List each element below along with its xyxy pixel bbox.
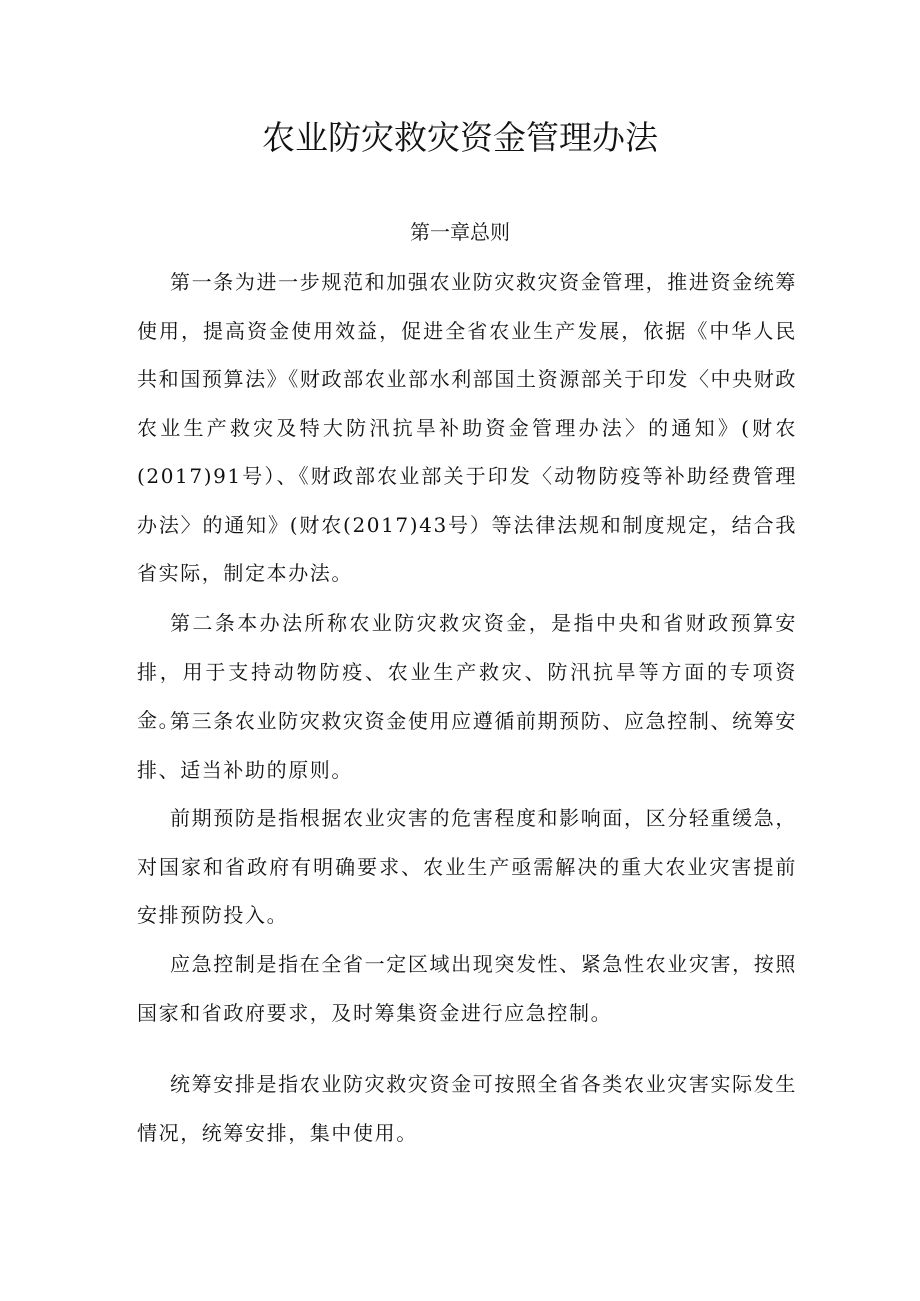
document-title: 农业防灾救灾资金管理办法 bbox=[262, 118, 658, 157]
paragraph-article-1: 第一条为进一步规范和加强农业防灾救灾资金管理，推进资金统筹使用，提高资金使用效益，促进全省农业生产发展，依据《中华人民共和国预算法》《财政部农业部水利部国土资源部关于印发〈中央财政农业生产救灾及特大防汛抗旱补助资金管理办法〉的通知》(财农(2017)91号）、《财政部农业部关于印发〈动物防疫等补助经费管理办法〉的通知》(财农(2017)43号）等法律法规和制度规定，结合我省实际，制定本办法。 bbox=[137, 270, 797, 585]
chapter-heading: 第一章总则 bbox=[410, 220, 510, 244]
paragraph-article-2: 第二条本办法所称农业防灾救灾资金，是指中央和省财政预算安排，用于支持动物防疫、农业生产救灾、防汛抗旱等方面的专项资金。 bbox=[137, 611, 797, 732]
paragraph-overall-arrangement: 统筹安排是指农业防灾救灾资金可按照全省各类农业灾害实际发生情况，统筹安排，集中使用。 bbox=[137, 1072, 797, 1145]
paragraph-prevention: 前期预防是指根据农业灾害的危害程度和影响面，区分轻重缓急，对国家和省政府有明确要求、农业生产亟需解决的重大农业灾害提前安排预防投入。 bbox=[137, 806, 797, 927]
paragraph-article-3: 第三条农业防灾救灾资金使用应遵循前期预防、应急控制、统筹安排、适当补助的原则。 bbox=[137, 709, 797, 782]
paragraph-emergency-control: 应急控制是指在全省一定区域出现突发性、紧急性农业灾害，按照国家和省政府要求，及时筹集资金进行应急控制。 bbox=[137, 952, 797, 1025]
